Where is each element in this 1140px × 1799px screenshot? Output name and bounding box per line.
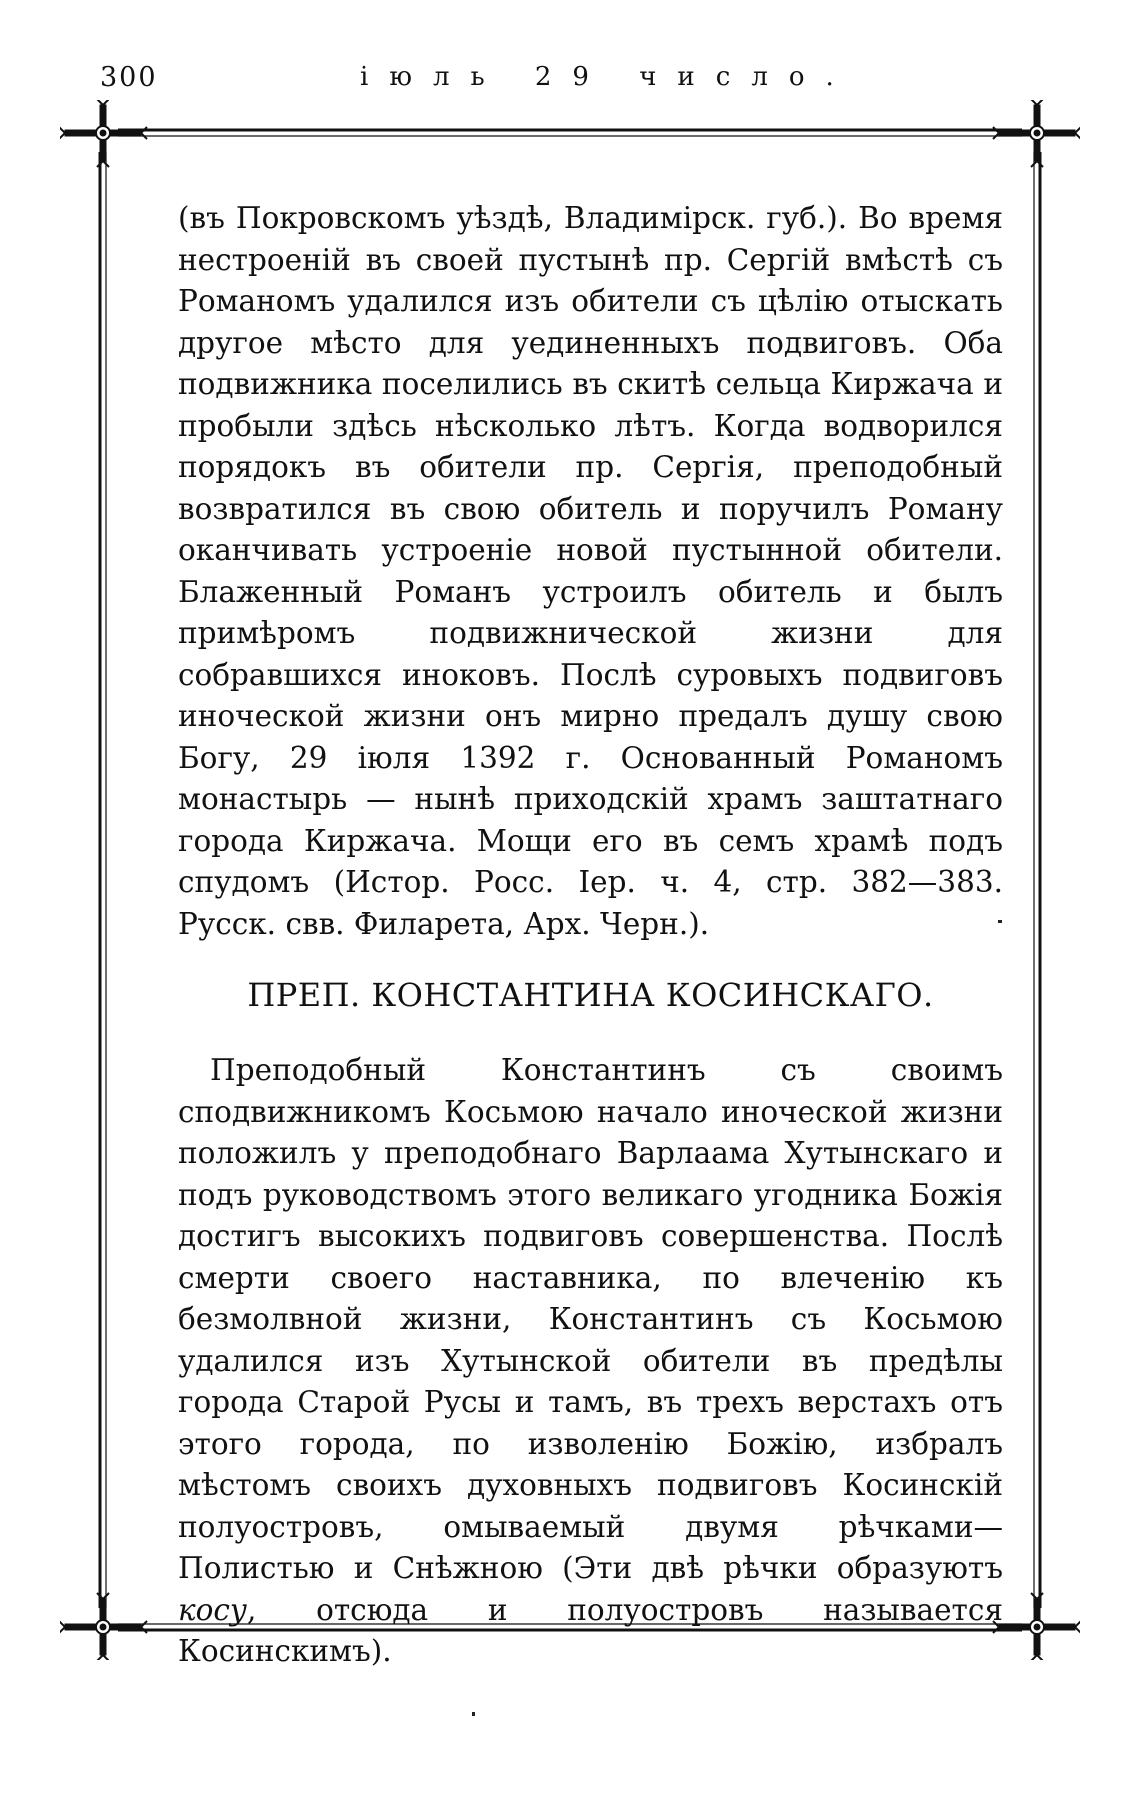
body-text-section-1: [178, 198, 1003, 945]
paragraph-text: , отсюда и полуостровъ называется Косинскимъ).: [178, 1592, 1003, 1668]
section-title: ПРЕП. КОНСТАНТИНА КОСИНСКАГО.: [247, 976, 934, 1014]
page-number: 300: [100, 62, 158, 93]
print-speck: [998, 920, 1002, 923]
italic-word: косу: [178, 1592, 248, 1627]
paragraph: [178, 1050, 1003, 1673]
corner-ornament-icon: [993, 1593, 1080, 1660]
running-head: іюль 29 число.: [360, 62, 855, 92]
paragraph: (въ Покровскомъ уѣздѣ, Владимірск. губ.). Во время нестроеній въ своей пустынѣ пр. Сергій вмѣстѣ съ Романомъ удалился изъ обители съ цѣлію отыскать другое мѣсто для уединенныхъ подвиговъ. Оба подвижника поселились въ скитѣ сельца Киржача и пробыли здѣсь нѣсколько лѣтъ. Когда водворился порядокъ въ обители пр. Сергія, преподобный возвратился въ свою обитель и поручилъ Роману оканчивать устроеніе новой пустынной обители. Блаженный Романъ устроилъ обитель и былъ примѣромъ подвижнической жизни для собравшихся иноковъ. Послѣ суровыхъ подвиговъ иноческой жизни онъ мирно предалъ душу свою Богу, 29 іюля 1392 г. Основанный Романомъ монастырь — нынѣ приходскій храмъ заштатнаго города Киржача. Мощи его въ семъ храмѣ подъ спудомъ (Истор. Росс. Іер. ч. 4, стр. 382—383. Русск. свв. Филарета, Арх. Черн.).: [178, 201, 1003, 941]
corner-ornament-icon: [60, 1593, 147, 1660]
paragraph-text: Преподобный Константинъ съ своимъ сподвижникомъ Косьмою начало иноческой жизни положилъ у преподобнаго Варлаама Хутынскаго и подъ руководствомъ этого великаго угодника Божія достигъ высокихъ подвиговъ совершенства. Послѣ смерти своего наставника, по влеченію къ безмолвной жизни, Константинъ съ Косьмою удалился изъ Хутынской обители въ предѣлы города Старой Русы и тамъ, въ трехъ верстахъ отъ этого города, по изволенію Божію, избралъ мѣстомъ своихъ духовныхъ подвиговъ Косинскій полуостровъ, омываемый двумя рѣчками—Полистью и Снѣжною (Эти двѣ рѣчки образуютъ: [178, 1053, 1003, 1585]
body-text-section-2: [178, 1050, 1003, 1673]
print-speck: [472, 1712, 475, 1716]
corner-ornament-icon: [993, 100, 1080, 167]
corner-ornament-icon: [60, 100, 147, 167]
